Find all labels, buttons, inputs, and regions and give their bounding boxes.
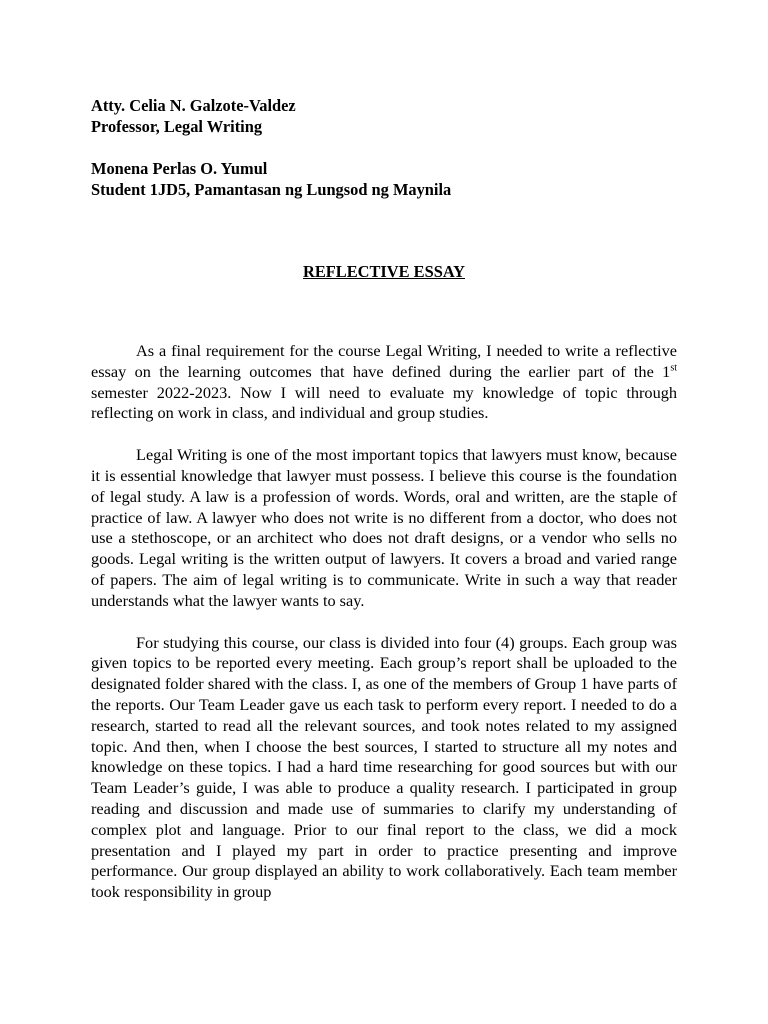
- professor-block: [91, 95, 296, 137]
- student-block: [91, 158, 451, 200]
- paragraph-1-text-b: semester 2022-2023. Now I will need to evaluate my knowledge of topic through reflecting on work in class, and individual and group studies.: [91, 382, 677, 423]
- professor-title: Professor, Legal Writing: [91, 117, 263, 136]
- paragraph-3: For studying this course, our class is divided into four (4) groups. Each group was given topics to be reported every meeting. Each group’s report shall be uploaded to the designated folder shared with the class. I, as one of the members of Group 1 have parts of the reports. Our Team Leader gave us each task to perform every report. I needed to do a research, started to read all the relevant sources, and took notes related to my assigned topic. And then, when I choose the best sources, I started to structure all my notes and knowledge on these topics. I had a hard time researching for good sources but with our Team Leader’s guide, I was able to produce a quality research. I participated in group reading and discussion and made use of summaries to clarify my understanding of complex plot and language. Prior to our final report to the class, we did a mock presentation and I played my part in order to practice presenting and improve performance. Our group displayed an ability to work collaboratively. Each team member took responsibility in group: [91, 632, 677, 902]
- professor-name: Atty. Celia N. Galzote-Valdez: [91, 96, 296, 115]
- essay-body: [91, 341, 677, 924]
- paragraph-2: Legal Writing is one of the most important topics that lawyers must know, because it is essential knowledge that lawyer must possess. I believe this course is the foundation of legal study. A law is a profession of words. Words, oral and written, are the staple of practice of law. A lawyer who does not write is no different from a doctor, who does not use a stethoscope, or an architect who does not draft designs, or a vendor who sells no goods. Legal writing is the written output of lawyers. It covers a broad and varied range of papers. The aim of legal writing is to communicate. Write in such a way that reader understands what the lawyer wants to say.: [91, 445, 677, 610]
- ordinal-superscript: st: [670, 362, 677, 374]
- paragraph-1: [91, 341, 677, 424]
- paragraph-1-text-a: As a final requirement for the course Legal Writing, I needed to write a reflective essay on the learning outcomes that have defined during the earlier part of the 1: [91, 341, 677, 381]
- student-title: Student 1JD5, Pamantasan ng Lungsod ng Maynila: [91, 180, 452, 199]
- student-name: Monena Perlas O. Yumul: [91, 159, 268, 178]
- essay-title: REFLECTIVE ESSAY: [303, 262, 465, 281]
